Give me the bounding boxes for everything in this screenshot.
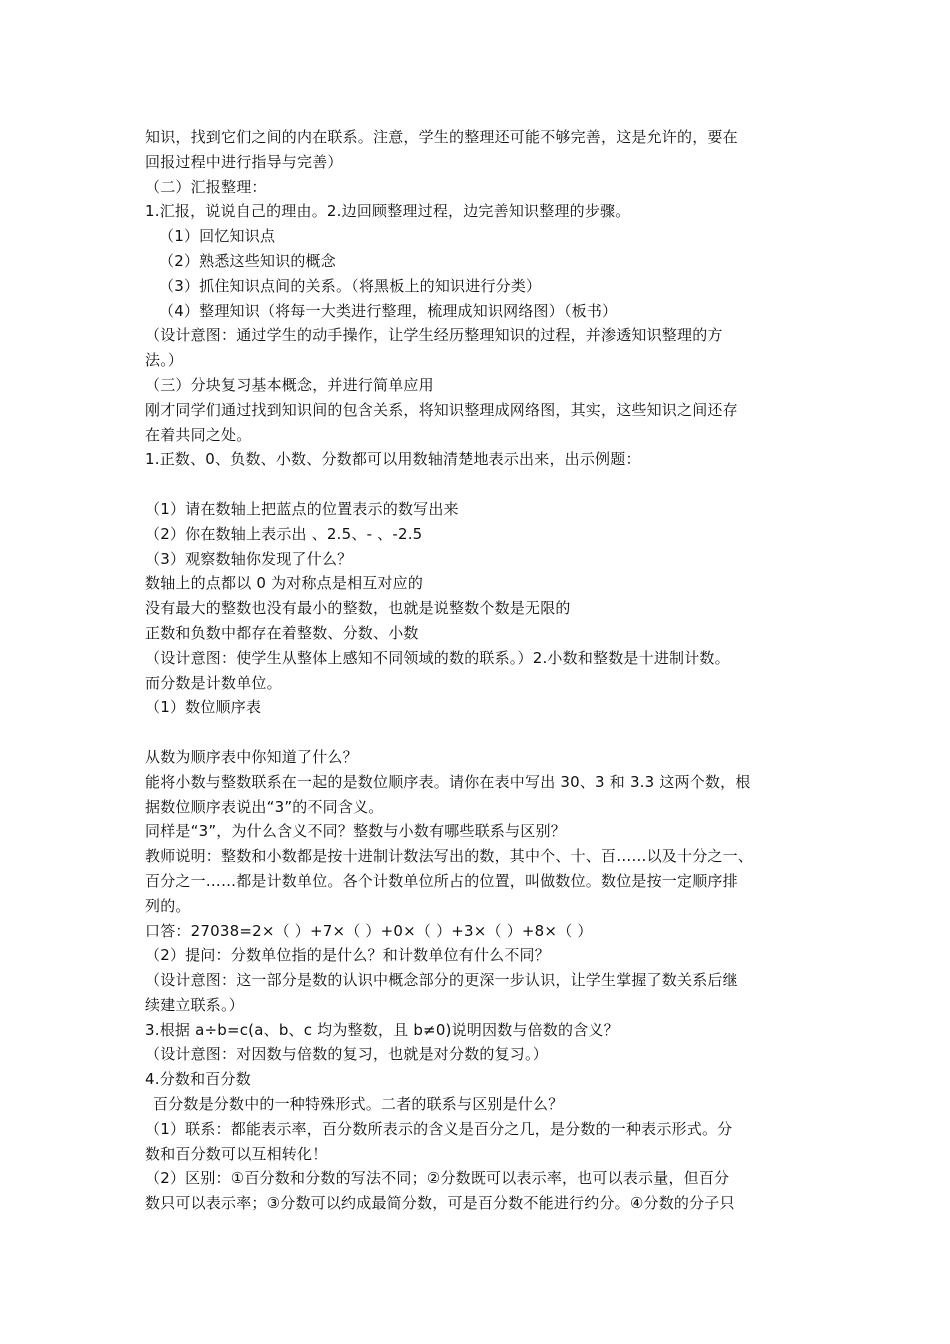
blank-line (145, 472, 817, 497)
list-item: （1）数位顺序表 (145, 698, 262, 717)
list-item: （2）你在数轴上表示出 、2.5、- 、-2.5 (145, 524, 423, 543)
text-line: 法。） (145, 351, 184, 370)
list-item: （1）请在数轴上把蓝点的位置表示的数写出来 (145, 499, 459, 518)
text-line: 同样是“3”，为什么含义不同？整数与小数有哪些联系与区别？ (145, 822, 566, 841)
text-line: 数轴上的点都以 0 为对称点是相互对应的 (145, 574, 424, 593)
list-item: （1）联系：都能表示率，百分数所表示的含义是百分之几，是分数的一种表示形式。分 (145, 1119, 733, 1138)
section-heading: （三）分块复习基本概念，并进行简单应用 (145, 375, 434, 394)
list-item: （3）观察数轴你发现了什么？ (145, 549, 353, 568)
text-line: 列的。 (145, 896, 191, 915)
text-line: 据数位顺序表说出“3”的不同含义。 (145, 797, 384, 816)
list-item: （2）提问：分数单位指的是什么？和计数单位有什么不同？ (145, 946, 550, 965)
list-item: （1）回忆知识点 (159, 227, 276, 246)
section-heading: 4.分数和百分数 (145, 1070, 251, 1089)
text-line: 数和百分数可以互相转化！ (145, 1144, 328, 1163)
design-intent-note: （设计意图：对因数与倍数的复习，也就是对分数的复习。） (145, 1045, 548, 1064)
design-intent-note: （设计意图：通过学生的动手操作，让学生经历整理知识的过程，并渗透知识整理的方 (145, 326, 723, 345)
text-line: 1.正数、0、负数、小数、分数都可以用数轴清楚地表示出来，出示例题： (145, 450, 641, 469)
text-line: 刚才同学们通过找到知识间的包含关系，将知识整理成网络图，其实，这些知识之间还存 (145, 400, 738, 419)
text-line: 百分之一……都是计数单位。各个计数单位所占的位置，叫做数位。数位是按一定顺序排 (145, 871, 738, 890)
text-line: 回报过程中进行指导与完善） (145, 152, 343, 171)
text-line: 而分数是计数单位。 (145, 673, 282, 692)
list-item: （2）熟悉这些知识的概念 (159, 251, 336, 270)
text-line: 知识，找到它们之间的内在联系。注意，学生的整理还可能不够完善，这是允许的，要在 (145, 128, 738, 146)
list-item: （4）整理知识（将每一大类进行整理，梳理成知识网络图）（板书） (159, 301, 618, 320)
text-line: 在着共同之处。 (145, 425, 252, 444)
document-body (145, 125, 817, 1216)
blank-line (145, 720, 817, 745)
text-line: 能将小数与整数联系在一起的是数位顺序表。请你在表中写出 30、3 和 3.3 这两个数，根 (145, 772, 751, 791)
text-line: 1.汇报，说说自己的理由。2.边回顾整理过程，边完善知识整理的步骤。 (145, 202, 631, 221)
text-line: 数只可以表示率；③分数可以约成最简分数，可是百分数不能进行约分。④分数的分子只 (145, 1194, 735, 1213)
text-line: 口答：27038=2×（ ）+7×（ ）+0×（ ）+3×（ ）+8×（ ） (145, 921, 593, 940)
section-heading: （二）汇报整理： (145, 177, 267, 196)
design-intent-note: （设计意图：使学生从整体上感知不同领域的数的联系。）2.小数和整数是十进制计数。 (145, 648, 730, 667)
text-line: 没有最大的整数也没有最小的整数，也就是说整数个数是无限的 (145, 599, 571, 618)
text-line: 正数和负数中都存在着整数、分数、小数 (145, 623, 419, 642)
list-item: （2）区别：①百分数和分数的写法不同；②分数既可以表示率，也可以表示量，但百分 (145, 1169, 730, 1188)
text-line: 续建立联系。） (145, 995, 244, 1014)
text-line: 教师说明：整数和小数都是按十进制计数法写出的数，其中个、十、百……以及十分之一、 (145, 847, 754, 866)
text-line: 百分数是分数中的一种特殊形式。二者的联系与区别是什么？ (153, 1095, 564, 1114)
design-intent-note: （设计意图：这一部分是数的认识中概念部分的更深一步认识，让学生掌握了数关系后继 (145, 971, 738, 990)
text-line: 从数为顺序表中你知道了什么？ (145, 747, 358, 766)
list-item: （3）抓住知识点间的关系。（将黑板上的知识进行分类） (159, 276, 542, 295)
text-line: 3.根据 a÷b=c(a、b、c 均为整数，且 b≠0)说明因数与倍数的含义？ (145, 1020, 619, 1039)
